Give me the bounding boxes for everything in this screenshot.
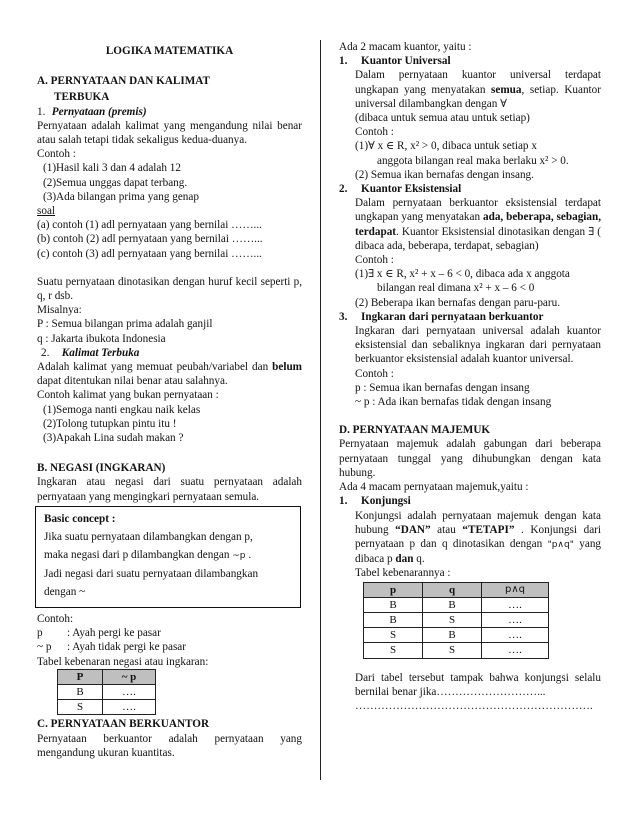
table-cell: B: [423, 628, 482, 643]
section-a-heading-cont: TERBUKA: [54, 91, 110, 104]
example-item: (1)Semoga nanti engkau naik kelas: [43, 403, 201, 416]
box-line: dengan ~: [44, 585, 86, 598]
universal-paragraph: [355, 68, 601, 111]
formula-line: (1)∃ x ∈ R, x² + x – 6 < 0, dibaca ada x anggota: [355, 268, 570, 281]
symbol: p: [37, 627, 43, 640]
box-line: Jika suatu pernyataan dilambangkan dengan p,: [44, 530, 253, 543]
section-d-heading: D. PERNYATAAN MAJEMUK: [339, 424, 491, 437]
item-title: Kuantor Eksistensial: [361, 183, 462, 196]
example-item: (2) Beberapa ikan bernafas dengan paru-paru.: [355, 296, 561, 309]
subsection-number: 2.: [41, 346, 50, 359]
header-cell: P: [58, 669, 103, 684]
text-span: maka negasi dari p dilambangkan dengan: [44, 548, 233, 561]
right-column: [339, 40, 601, 713]
item-number: 1.: [339, 55, 348, 68]
example-item: (2)Semua unggas dapat terbang.: [43, 176, 188, 189]
text-span: yang dibaca p: [355, 537, 602, 566]
misalnya-label: Misalnya:: [37, 304, 82, 317]
subsection-2-heading: [37, 346, 302, 360]
example-label: Contoh :: [355, 254, 394, 267]
table-cell: ….: [482, 612, 549, 627]
answer-item: (a) contoh (1) adl pernyataan yang bernilai ……...: [37, 219, 262, 232]
quantifier-intro: Ada 2 macam kuantor, yaitu :: [339, 41, 472, 53]
example-item: (1)Hasil kali 3 dan 4 adalah 12: [43, 162, 181, 175]
text-span: . Konjungsi dari pernyataan p dan q dinotasikan dengan: [355, 523, 601, 550]
box-line: [44, 546, 292, 565]
item-number: 2.: [339, 183, 348, 196]
table-cell: S: [423, 612, 482, 627]
example-item: (2)Tolong tutupkan pintu itu !: [43, 417, 177, 430]
table-row: [364, 628, 549, 643]
example-label: Contoh kalimat yang bukan pernyataan :: [37, 389, 219, 402]
formula-line: anggota bilangan real maka berlaku x² > 0.: [377, 154, 569, 167]
answer-item: (c) contoh (3) adl pernyataan yang bernilai ……...: [37, 247, 262, 260]
table-row: [364, 612, 549, 627]
bold-span: “DAN”: [395, 523, 431, 536]
conjunction-heading: [339, 494, 601, 508]
subsection-number: 1.: [37, 105, 46, 118]
compound-types-intro: Ada 4 macam pernyataan majemuk,yaitu :: [339, 481, 529, 494]
notation-paragraph: Suatu pernyataan dinotasikan dengan huruf kecil seperti p, q, r dsb.: [37, 275, 302, 303]
negation-paragraph: Ingkaran atau negasi dari suatu pernyataan adalah pernyataan yang mengingkari pernyataan semula.: [37, 476, 302, 503]
universal-reading: (dibaca untuk semua atau untuk setiap): [355, 112, 530, 125]
table-cell: S: [364, 643, 423, 658]
box-line: Jadi negasi dari suatu pernyataan dilambangkan: [44, 567, 259, 580]
example-item: ~ p : Ada ikan bernafas tidak dengan insang: [355, 396, 552, 409]
example-item: p : Semua ikan bernafas dengan insang: [355, 381, 530, 394]
example-label: Contoh :: [37, 148, 76, 161]
table-cell: ….: [482, 643, 549, 658]
table-cell: S: [364, 628, 423, 643]
header-cell: q: [423, 582, 482, 597]
conjunction-symbol: "p∧q": [547, 539, 574, 550]
section-b-heading: B. NEGASI (INGKARAN): [37, 462, 166, 475]
header-cell: p: [364, 582, 423, 597]
text-span: , setiap. Kuantor universal dilambangkan dengan ∀: [355, 83, 601, 110]
table-cell: B: [423, 597, 482, 612]
existential-paragraph: [355, 196, 601, 253]
table-cell: B: [364, 612, 423, 627]
soal-label: soal: [37, 205, 56, 218]
left-column: [37, 44, 302, 760]
formula-line: (1)∀ x ∈ R, x² > 0, dibaca untuk setiap x: [355, 140, 537, 153]
table-cell: ….: [482, 628, 549, 643]
text-span: atau: [430, 523, 463, 536]
example-item: (3)Ada bilangan prima yang genap: [43, 190, 199, 203]
page-title: LOGIKA MATEMATIKA: [105, 45, 234, 57]
negation-quantifier-heading: [339, 310, 601, 324]
text-span: Konjungsi adalah pernyataan majemuk dengan kata hubung: [355, 509, 601, 536]
table-cell: B: [58, 684, 103, 699]
text-span: q.: [413, 553, 425, 566]
answer-item: (b) contoh (2) adl pernyataan yang bernilai ……...: [37, 233, 263, 246]
text-span: . Kuantor Eksistensial dinotasikan dengan ∃ ( dibaca ada, beberapa, terdapat, sebagian): [355, 225, 601, 252]
example-label: Contoh :: [355, 367, 394, 380]
section-c-heading: C. PERNYATAAN BERKUANTOR: [37, 718, 210, 731]
conjunction-paragraph: [355, 509, 601, 567]
answer-dots: ……………………………………………………….: [355, 699, 593, 712]
table-row: [364, 597, 549, 612]
item-title: Kuantor Universal: [361, 55, 451, 68]
example-label: Contoh:: [37, 612, 74, 625]
statement-p: P : Semua bilangan prima adalah ganjil: [37, 318, 213, 331]
table-row: [364, 643, 549, 658]
bold-span: belum: [272, 361, 302, 374]
existential-heading: [339, 182, 601, 196]
table-cell: S: [423, 643, 482, 658]
bold-span: semua: [491, 83, 522, 96]
negation-example-row: [37, 640, 302, 654]
item-number: 3.: [339, 310, 348, 323]
table-row: [58, 700, 156, 715]
table-cell: ….: [103, 684, 156, 699]
table-row: [58, 684, 156, 699]
universal-body: [339, 68, 601, 182]
example-label: Contoh :: [355, 126, 394, 139]
table-caption: Tabel kebenaran negasi atau ingkaran:: [37, 655, 209, 668]
table-header-row: [364, 582, 549, 597]
quantifier-paragraph: Pernyataan berkuantor adalah pernyataan yang mengandung ukuran kuantitas.: [37, 732, 302, 759]
negation-quantifier-body: [339, 324, 601, 409]
universal-heading: [339, 54, 601, 68]
text-span: Adalah kalimat yang memuat peubah/variabel dan: [37, 361, 273, 374]
statement-q: q : Jakarta ibukota Indonesia: [37, 332, 166, 345]
negation-quantifier-paragraph: Ingkaran dari pernyataan universal adalah kuantor eksistensial dan sebaliknya ingkaran dari pernyataan berkuantor eksistensial adalah kuantor universal.: [355, 325, 601, 366]
text-span: .: [245, 548, 252, 561]
conjunction-truth-table: [363, 582, 549, 659]
item-title: Ingkaran dari pernyataan berkuantor: [361, 310, 544, 323]
definition-paragraph: Pernyataan adalah kalimat yang mengandung nilai benar atau salah tetapi tidak sekaligus kedua-duanya.: [37, 119, 302, 147]
table-header-row: [58, 669, 156, 684]
text-span: Dalam pernyataan kuantor universal terdapat ungkapan yang menyatakan: [355, 69, 601, 96]
statement: : Ayah pergi ke pasar: [67, 627, 161, 640]
header-cell: p∧q: [482, 582, 549, 597]
bold-span: dan: [395, 553, 414, 566]
formula-line: bilangan real dimana x² + x – 6 < 0: [377, 282, 535, 295]
subsection-label: Kalimat Terbuka: [61, 346, 140, 359]
table-cell: S: [58, 700, 103, 715]
column-divider: [320, 40, 321, 780]
bold-span: “TETAPI”: [462, 523, 515, 536]
text-span: Dalam pernyataan berkuantor eksistensial terdapat ungkapan yang menyatakan: [355, 197, 601, 224]
item-number: 1.: [339, 495, 348, 508]
box-title: Basic concept :: [44, 512, 116, 525]
header-cell: ~ p: [103, 669, 156, 684]
negation-truth-table: [57, 669, 156, 716]
statement: : Ayah tidak pergi ke pasar: [67, 641, 186, 654]
text-span: dapat ditentukan nilai benar atau salahnya.: [37, 375, 228, 388]
bold-span: ada, beberapa, sebagian, terdapat: [355, 211, 602, 238]
subsection-label: Pernyataan (premis): [51, 105, 147, 118]
compound-paragraph: Pernyataan majemuk adalah gabungan dari beberapa pernyataan tunggal yang dihubungkan dengan kata hubung.: [339, 438, 601, 479]
example-item: (3)Apakah Lina sudah makan ?: [43, 432, 184, 445]
table-cell: B: [364, 597, 423, 612]
example-item: (2) Semua ikan bernafas dengan insang.: [355, 168, 534, 181]
existential-body: [339, 196, 601, 310]
not-p-symbol: ~p: [232, 550, 246, 561]
conjunction-body: [339, 509, 601, 714]
open-sentence-paragraph: [37, 360, 302, 388]
subsection-1-heading: [37, 105, 302, 119]
basic-concept-box: [35, 506, 301, 608]
section-a-heading: A. PERNYATAAN DAN KALIMAT: [37, 75, 210, 88]
negation-example-row: [37, 626, 302, 640]
table-cell: ….: [103, 700, 156, 715]
item-title: Konjungsi: [361, 495, 411, 508]
table-caption: Tabel kebenarannya :: [355, 567, 451, 580]
table-cell: ….: [482, 597, 549, 612]
symbol: ~ p: [37, 641, 52, 654]
conjunction-conclusion: Dari tabel tersebut tampak bahwa konjungsi selalu bernilai benar jika………………………...: [355, 671, 601, 698]
